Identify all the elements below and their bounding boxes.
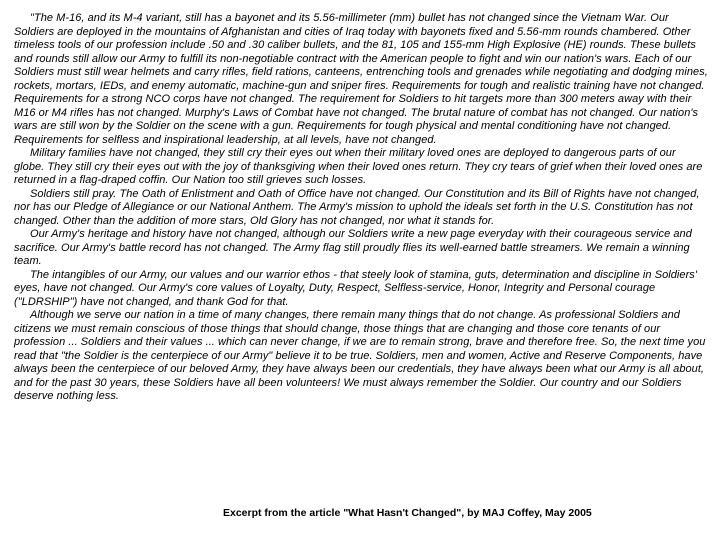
paragraph-military-families: Military families have not changed, they still cry their eyes out when their military loved ones are deployed to dangerous parts of our globe. They still cry their eyes out with the joy of thanksgiving when their loved ones return. They cry tears of grief when their loved ones are returned in a flag-draped coffin. Our Nation too still grieves such losses. — [14, 147, 703, 186]
paragraph-conclusion: Although we serve our nation in a time of many changes, there remain many things that do not change. As professional Soldiers and citizens we must remain conscious of those things that should change, those things that are changing and those core tenants of our profession ... Soldiers and their values ... which can never change, if we are to remain strong, brave and therefore free. So, the next time you read that "the Soldier is the centerpiece of our Army" believe it to be true. Soldiers, men and women, Active and Reserve Components, have always been the centerpiece of our beloved Army, they have always been our credentials, they have always been what our Army is all about, and for the past 30 years, these Soldiers have all been volunteers! We must always remember the Soldier. Our country and our Soldiers deserve nothing less. — [14, 309, 706, 402]
paragraph-equipment: "The M-16, and its M-4 variant, still has a bayonet and its 5.56-millimeter (mm) bullet has not changed since the Vietnam War. Our Soldiers are deployed in the mountains of Afghanistan and cities of Iraq today with bayonets fixed and 5.56-mm rounds chambered. Other timeless tools of our profession include .50 and .30 caliber bullets, and the 81, 105 and 155-mm High Explosive (HE) rounds. These bullets and rounds still allow our Army to fulfill its non-negotiable contract with the American people to fight and win our nation's wars. Each of our Soldiers must still wear helmets and carry rifles, field rations, canteens, entrenching tools and grenades while negotiating and dodging mines, rockets, mortars, IEDs, and enemy automatic, machine-gun and sniper fires. Requirements for tough and realistic training have not changed. Requirements for a strong NCO corps have not changed. The requirement for Soldiers to hit targets more than 300 meters away with their M16 or M4 rifles has not changed. Murphy's Laws of Combat have not changed. The brutal nature of combat has not changed. Our nation's wars are still won by the Soldier on the scene with a gun. Requirements for tough physical and mental conditioning have not changed. Requirements for selfless and inspirational leadership, at all levels, have not changed. — [14, 12, 708, 146]
paragraph-soldiers-pray: Soldiers still pray. The Oath of Enlistment and Oath of Office have not changed. Our Constitution and its Bill of Rights have not changed, nor has our Pledge of Allegiance or our National Anthem. The Army's mission to uphold the ideals set forth in the U.S. Constitution has not changed. Other than the addition of more stars, Old Glory has not changed, nor what it stands for. — [14, 187, 700, 227]
paragraph-heritage: Our Army's heritage and history have not changed, although our Soldiers write a new page everyday with their courageous service and sacrifice. Our Army's battle record has not changed. The Army flag still proudly flies its well-earned battle streamers. We remain a winning team. — [14, 228, 692, 267]
article-attribution: Excerpt from the article "What Hasn't Changed", by MAJ Coffey, May 2005 — [223, 507, 592, 519]
article-excerpt — [14, 12, 708, 404]
paragraph-intangibles: The intangibles of our Army, our values and our warrior ethos - that steely look of stamina, guts, determination and discipline in Soldiers' eyes, have not changed. Our Army's core values of Loyalty, Duty, Respect, Selfless-service, Honor, Integrity and Personal courage ("LDRSHIP") have not changed, and thank God for that. — [14, 268, 697, 308]
